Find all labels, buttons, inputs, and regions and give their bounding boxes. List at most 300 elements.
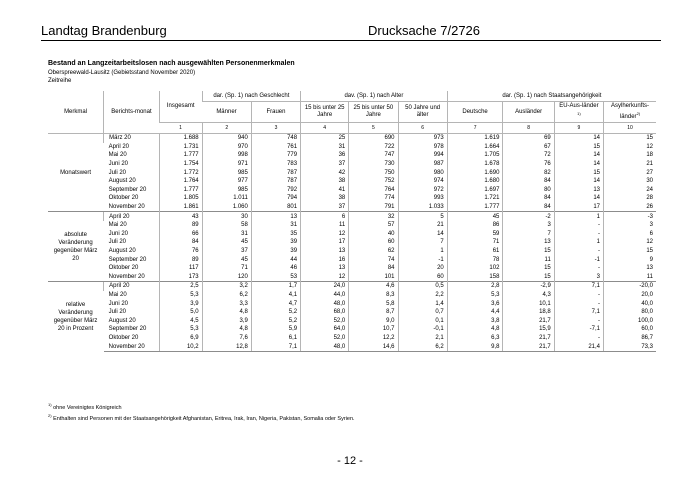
value-cell: 5,0 — [159, 308, 202, 317]
value-cell: 15 — [604, 247, 656, 256]
footnote-ref-1: 1) — [577, 111, 581, 116]
table-body — [48, 134, 656, 352]
value-cell: 5,8 — [349, 299, 398, 308]
value-cell: 6,3 — [447, 334, 503, 343]
value-cell: 5 — [398, 212, 447, 221]
value-cell: 971 — [202, 160, 251, 169]
month-cell: September 20 — [108, 186, 147, 193]
value-cell: 14,6 — [349, 342, 398, 351]
value-cell: 791 — [349, 203, 398, 212]
value-cell: 14 — [554, 177, 603, 186]
month-cell: April 20 — [108, 143, 129, 150]
group-label: Monatswert — [48, 134, 104, 212]
value-cell: 801 — [251, 203, 300, 212]
value-cell: 13 — [251, 212, 300, 221]
value-cell: 3 — [604, 221, 656, 230]
value-cell: 37 — [301, 203, 349, 212]
value-cell: 15 — [503, 247, 554, 256]
table-row — [48, 308, 656, 317]
month-cell: November 20 — [108, 204, 145, 211]
value-cell: 31 — [202, 230, 251, 239]
value-cell: 3,8 — [447, 316, 503, 325]
month-cell: Juni 20 — [108, 300, 129, 307]
value-cell: 15 — [503, 264, 554, 273]
value-cell: 3,3 — [202, 299, 251, 308]
month-cell: April 20 — [104, 282, 160, 291]
value-cell: 10,2 — [159, 342, 202, 351]
value-cell: 8,7 — [349, 308, 398, 317]
value-cell: 31 — [301, 143, 349, 152]
table-subtitle-region: Oberspreewald-Lausitz (Gebietsstand November 2020) — [48, 70, 196, 76]
month-cell: April 20 — [104, 212, 160, 221]
table-subtitle-series: Zeitreihe — [48, 78, 72, 84]
table-row — [48, 299, 656, 308]
value-cell: 15,9 — [503, 325, 554, 334]
value-cell: 52,0 — [301, 334, 349, 343]
value-cell: 39 — [251, 238, 300, 247]
value-cell: - — [554, 221, 603, 230]
value-cell: - — [554, 264, 603, 273]
table-row — [48, 230, 656, 239]
value-cell: 35 — [251, 230, 300, 239]
value-cell: 21,7 — [503, 316, 554, 325]
value-cell: 32 — [349, 212, 398, 221]
value-cell: -1 — [398, 255, 447, 264]
value-cell: 60 — [349, 238, 398, 247]
value-cell: 722 — [349, 143, 398, 152]
value-cell: 6 — [301, 212, 349, 221]
value-cell: 24,0 — [301, 282, 349, 291]
value-cell: 89 — [159, 221, 202, 230]
value-cell: 750 — [349, 168, 398, 177]
value-cell: 25 — [301, 134, 349, 143]
value-cell: 2,5 — [159, 282, 202, 291]
value-cell: 13 — [604, 264, 656, 273]
value-cell: 84 — [503, 203, 554, 212]
page-header — [41, 20, 661, 41]
value-cell: -1 — [554, 255, 603, 264]
value-cell: - — [554, 247, 603, 256]
value-cell: 20 — [398, 264, 447, 273]
value-cell: -2,9 — [503, 282, 554, 291]
value-cell: 66 — [159, 230, 202, 239]
value-cell: 978 — [398, 143, 447, 152]
table-row — [48, 134, 656, 143]
value-cell: 0,1 — [398, 316, 447, 325]
value-cell: 787 — [251, 177, 300, 186]
header-asyl-label: Asylherkunfts-länder — [611, 103, 650, 120]
value-cell: - — [554, 299, 603, 308]
header-title: Landtag Brandenburg — [41, 23, 167, 38]
value-cell: 973 — [398, 134, 447, 143]
value-cell: 59 — [447, 230, 503, 239]
table-row — [48, 342, 656, 351]
value-cell: 9,0 — [349, 316, 398, 325]
table-row — [48, 316, 656, 325]
value-cell: 783 — [251, 160, 300, 169]
value-cell: 14 — [554, 194, 603, 203]
month-cell: Oktober 20 — [108, 265, 139, 272]
value-cell: 84 — [503, 194, 554, 203]
value-cell: 1.033 — [398, 203, 447, 212]
value-cell: 31 — [251, 221, 300, 230]
value-cell: 1,4 — [398, 299, 447, 308]
footnote-2-mark: 2) — [48, 413, 52, 418]
value-cell: 761 — [251, 143, 300, 152]
month-cell: Mai 20 — [108, 291, 127, 298]
value-cell: 11 — [503, 255, 554, 264]
value-cell: 993 — [398, 194, 447, 203]
value-cell: 0,7 — [398, 308, 447, 317]
value-cell: 67 — [503, 143, 554, 152]
value-cell: - — [554, 230, 603, 239]
header-auslaender: Ausländer — [503, 102, 554, 123]
value-cell: 5,3 — [159, 291, 202, 300]
value-cell: 60 — [398, 273, 447, 282]
value-cell: 13 — [503, 238, 554, 247]
value-cell: 1.697 — [447, 186, 503, 195]
footnote-ref-2: 2) — [636, 111, 641, 116]
column-number: 8 — [503, 123, 554, 134]
value-cell: 15 — [554, 168, 603, 177]
table-header — [48, 91, 656, 134]
value-cell: 45 — [202, 238, 251, 247]
value-cell: 48,0 — [301, 299, 349, 308]
value-cell: 11 — [301, 221, 349, 230]
value-cell: 11 — [604, 273, 656, 282]
value-cell: 4,7 — [251, 299, 300, 308]
value-cell: 748 — [251, 134, 300, 143]
value-cell: 972 — [398, 186, 447, 195]
value-cell: 62 — [349, 247, 398, 256]
column-number: 6 — [398, 123, 447, 134]
value-cell: 21,4 — [554, 342, 603, 351]
value-cell: 994 — [398, 151, 447, 160]
column-number: 9 — [554, 123, 603, 134]
value-cell: 12,2 — [349, 334, 398, 343]
value-cell: 102 — [447, 264, 503, 273]
value-cell: 5,2 — [251, 316, 300, 325]
table-row — [48, 291, 656, 300]
table-row — [48, 334, 656, 343]
value-cell: 6,1 — [251, 334, 300, 343]
value-cell: 1.688 — [159, 134, 202, 143]
value-cell: 1.060 — [202, 203, 251, 212]
table-row — [48, 143, 656, 152]
value-cell: 2,8 — [447, 282, 503, 291]
table-title: Bestand an Langzeitarbeitslosen nach ausgewählten Personenmerkmalen — [48, 60, 295, 67]
table-row — [48, 238, 656, 247]
value-cell: 787 — [251, 168, 300, 177]
value-cell: 38 — [301, 177, 349, 186]
header-berichtsmonat: Berichts-monat — [104, 91, 160, 134]
value-cell: 21,7 — [503, 342, 554, 351]
value-cell: -3 — [604, 212, 656, 221]
value-cell: 1.731 — [159, 143, 202, 152]
value-cell: 48,0 — [301, 342, 349, 351]
value-cell: 20,0 — [604, 291, 656, 300]
value-cell: 41 — [301, 186, 349, 195]
value-cell: 42 — [301, 168, 349, 177]
value-cell: 1 — [554, 212, 603, 221]
table-row — [48, 177, 656, 186]
value-cell: 4,6 — [349, 282, 398, 291]
value-cell: 4,8 — [447, 325, 503, 334]
table-row — [48, 160, 656, 169]
value-cell: 24 — [604, 186, 656, 195]
value-cell: 1.690 — [447, 168, 503, 177]
month-cell: Mai 20 — [108, 222, 127, 229]
header-eu-auslaender — [554, 102, 603, 123]
value-cell: - — [554, 291, 603, 300]
value-cell: 7 — [503, 230, 554, 239]
value-cell: 13 — [301, 247, 349, 256]
footnote-2-text: Enthalten sind Personen mit der Staatsangehörigkeit Afghanistan, Eritrea, Irak, Iran, Nigeria, Pakistan, Somalia oder Syrien. — [51, 415, 355, 422]
month-cell: Juli 20 — [108, 239, 126, 246]
value-cell: 21 — [398, 221, 447, 230]
month-cell: Juli 20 — [108, 169, 126, 176]
value-cell: 7,6 — [202, 334, 251, 343]
value-cell: 9 — [604, 255, 656, 264]
value-cell: 5,3 — [159, 325, 202, 334]
column-number: 10 — [604, 123, 656, 134]
value-cell: 80 — [503, 186, 554, 195]
value-cell: 43 — [159, 212, 202, 221]
value-cell: 28 — [604, 194, 656, 203]
value-cell: 940 — [202, 134, 251, 143]
value-cell: 10,1 — [503, 299, 554, 308]
value-cell: 1.680 — [447, 177, 503, 186]
value-cell: 13 — [301, 264, 349, 273]
footnote-2 — [48, 413, 355, 422]
table-row — [48, 203, 656, 212]
value-cell: 57 — [349, 221, 398, 230]
value-cell: 84 — [159, 238, 202, 247]
value-cell: 71 — [447, 238, 503, 247]
table-row — [48, 264, 656, 273]
value-cell: 84 — [349, 264, 398, 273]
value-cell: 1 — [554, 238, 603, 247]
table-row — [48, 255, 656, 264]
column-number: 7 — [447, 123, 503, 134]
value-cell: 987 — [398, 160, 447, 169]
month-cell: September 20 — [108, 326, 147, 333]
value-cell: 86,7 — [604, 334, 656, 343]
table-row — [48, 221, 656, 230]
header-geschlecht-group: dar. (Sp. 1) nach Geschlecht — [202, 91, 300, 102]
value-cell: 15 — [554, 143, 603, 152]
value-cell: 1.764 — [159, 177, 202, 186]
page-number: - 12 - — [337, 455, 363, 467]
value-cell: 3,9 — [159, 299, 202, 308]
value-cell: 985 — [202, 168, 251, 177]
header-eu-label: EU-Aus-länder — [559, 103, 599, 109]
value-cell: 40 — [349, 230, 398, 239]
value-cell: 86 — [447, 221, 503, 230]
value-cell: 1.619 — [447, 134, 503, 143]
value-cell: -20,0 — [604, 282, 656, 291]
value-cell: 4,8 — [202, 325, 251, 334]
value-cell: 2,2 — [398, 291, 447, 300]
month-cell: März 20 — [104, 134, 160, 143]
value-cell: 6 — [604, 230, 656, 239]
group-label: absolute Veränderung gegenüber März 20 — [48, 212, 104, 282]
value-cell: 76 — [503, 160, 554, 169]
footnote-1-text: ohne Vereinigtes Königreich — [51, 404, 122, 411]
month-cell: November 20 — [104, 342, 160, 351]
column-number: 5 — [349, 123, 398, 134]
value-cell: 779 — [251, 151, 300, 160]
table-row — [48, 247, 656, 256]
footnote-1 — [48, 402, 122, 411]
month-cell: November 20 — [108, 273, 145, 280]
value-cell: 1.777 — [447, 203, 503, 212]
table-row — [48, 151, 656, 160]
header-frauen: Frauen — [251, 102, 300, 123]
value-cell: 84 — [503, 177, 554, 186]
header-age-15-25: 15 bis unter 25 Jahre — [301, 102, 349, 123]
value-cell: 12 — [301, 273, 349, 282]
value-cell: 45 — [202, 255, 251, 264]
value-cell: 5,9 — [251, 325, 300, 334]
value-cell: 1.777 — [159, 186, 202, 195]
value-cell: 690 — [349, 134, 398, 143]
value-cell: 36 — [301, 151, 349, 160]
value-cell: 37 — [202, 247, 251, 256]
table-row — [48, 186, 656, 195]
month-cell: Juni 20 — [108, 230, 129, 237]
value-cell: 173 — [159, 273, 202, 282]
value-cell: 4,4 — [447, 308, 503, 317]
value-cell: 38 — [301, 194, 349, 203]
value-cell: 12 — [301, 230, 349, 239]
value-cell: 71 — [202, 264, 251, 273]
month-cell: August 20 — [108, 317, 136, 324]
value-cell: 1 — [398, 247, 447, 256]
value-cell: 14 — [554, 151, 603, 160]
value-cell: 27 — [604, 168, 656, 177]
value-cell: 747 — [349, 151, 398, 160]
value-cell: 3 — [554, 273, 603, 282]
table-row — [48, 168, 656, 177]
value-cell: 12 — [604, 238, 656, 247]
value-cell: 752 — [349, 177, 398, 186]
value-cell: 69 — [503, 134, 554, 143]
value-cell: 1.772 — [159, 168, 202, 177]
value-cell: -7,1 — [554, 325, 603, 334]
value-cell: 1.721 — [447, 194, 503, 203]
value-cell: 40,0 — [604, 299, 656, 308]
value-cell: 100,0 — [604, 316, 656, 325]
value-cell: 117 — [159, 264, 202, 273]
month-cell: Oktober 20 — [108, 195, 139, 202]
value-cell: 10,7 — [349, 325, 398, 334]
value-cell: 977 — [202, 177, 251, 186]
value-cell: 60,0 — [604, 325, 656, 334]
value-cell: 58 — [202, 221, 251, 230]
value-cell: 7,1 — [251, 342, 300, 351]
table-row — [48, 325, 656, 334]
month-cell: September 20 — [108, 256, 147, 263]
month-cell: August 20 — [108, 248, 136, 255]
value-cell: 13 — [554, 186, 603, 195]
value-cell: 4,1 — [251, 291, 300, 300]
value-cell: 3,9 — [202, 316, 251, 325]
header-insgesamt: Insgesamt — [159, 91, 202, 123]
value-cell: 72 — [503, 151, 554, 160]
value-cell: 15 — [503, 273, 554, 282]
header-asylherkunftslaender — [604, 102, 656, 123]
value-cell: 794 — [251, 194, 300, 203]
value-cell: 73,3 — [604, 342, 656, 351]
footnote-1-mark: 1) — [48, 402, 52, 407]
value-cell: 101 — [349, 273, 398, 282]
value-cell: 8,3 — [349, 291, 398, 300]
month-cell: Juni 20 — [108, 161, 129, 168]
value-cell: 46 — [251, 264, 300, 273]
statistics-table — [48, 91, 656, 352]
value-cell: 12,8 — [202, 342, 251, 351]
header-merkmal: Merkmal — [48, 91, 104, 134]
value-cell: 980 — [398, 168, 447, 177]
month-cell: Mai 20 — [108, 152, 127, 159]
value-cell: 12 — [604, 143, 656, 152]
table-row — [48, 212, 656, 221]
value-cell: 52,0 — [301, 316, 349, 325]
value-cell: 1.777 — [159, 151, 202, 160]
value-cell: 1.805 — [159, 194, 202, 203]
header-age-25-50: 25 bis unter 50 Jahre — [349, 102, 398, 123]
value-cell: 1.011 — [202, 194, 251, 203]
month-cell: August 20 — [108, 178, 136, 185]
value-cell: 14 — [398, 230, 447, 239]
value-cell: 44,0 — [301, 291, 349, 300]
value-cell: 4,5 — [159, 316, 202, 325]
header-maenner: Männer — [202, 102, 251, 123]
group-label: relative Veränderung gegenüber März 20 in Prozent — [48, 282, 104, 352]
value-cell: 7 — [398, 238, 447, 247]
month-cell: Juli 20 — [108, 309, 126, 316]
value-cell: 7,1 — [554, 282, 603, 291]
value-cell: 1.664 — [447, 143, 503, 152]
value-cell: 764 — [349, 186, 398, 195]
header-age-50-plus: 50 Jahre und älter — [398, 102, 447, 123]
value-cell: 30 — [604, 177, 656, 186]
value-cell: 17 — [554, 203, 603, 212]
value-cell: 1,7 — [251, 282, 300, 291]
value-cell: 1.861 — [159, 203, 202, 212]
value-cell: 3 — [503, 221, 554, 230]
value-cell: 985 — [202, 186, 251, 195]
value-cell: 974 — [398, 177, 447, 186]
value-cell: 158 — [447, 273, 503, 282]
value-cell: 44 — [251, 255, 300, 264]
value-cell: 45 — [447, 212, 503, 221]
document-number: Drucksache 7/2726 — [368, 23, 481, 38]
value-cell: 730 — [349, 160, 398, 169]
value-cell: 16 — [301, 255, 349, 264]
value-cell: 14 — [554, 134, 603, 143]
value-cell: 39 — [251, 247, 300, 256]
value-cell: 3,2 — [202, 282, 251, 291]
value-cell: 15 — [604, 134, 656, 143]
value-cell: 17 — [301, 238, 349, 247]
value-cell: 9,8 — [447, 342, 503, 351]
value-cell: 3,6 — [447, 299, 503, 308]
value-cell: 970 — [202, 143, 251, 152]
header-alter-group: dav. (Sp. 1) nach Alter — [301, 91, 448, 102]
column-number: 2 — [202, 123, 251, 134]
